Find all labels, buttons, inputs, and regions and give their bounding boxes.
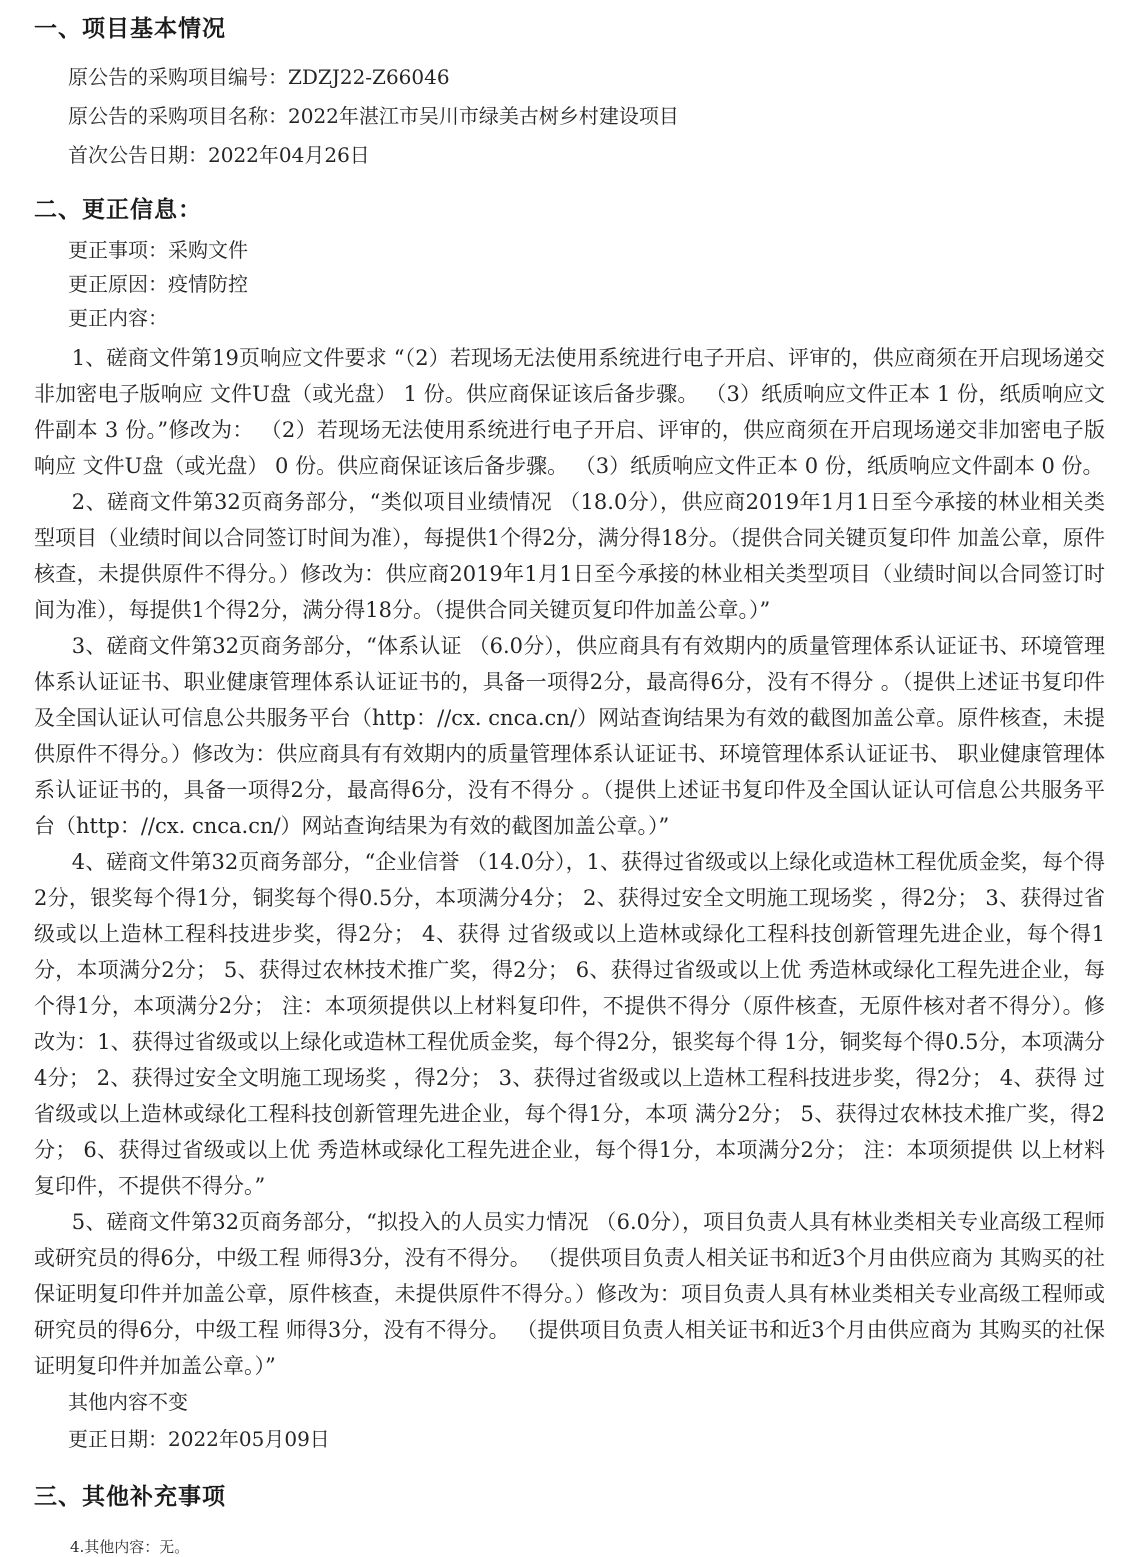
correction-paragraph-2: 2、磋商文件第32页商务部分，“类似项目业绩情况 （18.0分），供应商2019年1月1日至今承接的林业相关类型项目（业绩时间以合同签订时间为准），每提供1个得2分，满分得18分。（提供合同关键页复印件 加盖公章，原件核查，未提供原件不得分。）修改为：供应商2019年1月1日至今承接的林业相关类型项目（业绩时间以合同签订时间为准），每提供1个得2分，满分得18分。（提供合同关键页复印件加盖公章。）” [34,490,1105,622]
other-content-unchanged-line: 其他内容不变 [68,1390,188,1414]
correction-item-line: 更正事项：采购文件 [68,238,248,262]
correction-paragraph-1: 1、磋商文件第19页响应文件要求 “（2）若现场无法使用系统进行电子开启、评审的，供应商须在开启现场递交非加密电子版响应 文件U盘（或光盘） 1 份。供应商保证该后备步骤。 （3）纸质响应文件正本 1 份，纸质响应文件副本 3 份。”修改为： （2）若现场无法使用系统进行电子开启、评审的，供应商须在开启现场递交非加密电子版响应 文件U盘（或光盘） 0 份。供应商保证该后备步骤。 （3）纸质响应文件正本 0 份，纸质响应文件副本 0 份。 [34,346,1105,478]
heading-project-basic-info: 一、项目基本情况 [34,15,226,42]
correction-paragraph-5: 5、磋商文件第32页商务部分，“拟投入的人员实力情况 （6.0分），项目负责人具有林业类相关专业高级工程师或研究员的得6分，中级工程 师得3分，没有不得分。 （提供项目负责人相关证书和近3个月由供应商为 其购买的社保证明复印件并加盖公章，原件核查，未提供原件不得分。）修改为：项目负责人具有林业类相关专业高级工程师或研究员的得6分，中级工程 师得3分，没有不得分。 （提供项目负责人相关证书和近3个月由供应商为 其购买的社保证明复印件并加盖公章。）” [34,1210,1105,1378]
original-project-name-line: 原公告的采购项目名称：2022年湛江市吴川市绿美古树乡村建设项目 [68,104,679,128]
first-announcement-date-line: 首次公告日期：2022年04月26日 [68,143,370,167]
correction-reason-line: 更正原因：疫情防控 [68,272,248,296]
correction-paragraph-4: 4、磋商文件第32页商务部分，“企业信誉 （14.0分），1、获得过省级或以上绿化或造林工程优质金奖，每个得2分，银奖每个得1分，铜奖每个得0.5分，本项满分4分； 2、获得过安全文明施工现场奖 ，得2分； 3、获得过省级或以上造林工程科技进步奖，得2分； 4、获得 过省级或以上造林或绿化工程科技创新管理先进企业，每个得1分，本项满分2分； 5、获得过农林技术推广奖，得2分； 6、获得过省级或以上优 秀造林或绿化工程先进企业，每个得1分，本项满分2分； 注：本项须提供以上材料复印件，不提供不得分（原件核查，无原件核对者不得分）。修改为：1、获得过省级或以上绿化或造林工程优质金奖，每个得2分，银奖每个得 1分，铜奖每个得0.5分，本项满分4分； 2、获得过安全文明施工现场奖 ，得2分； 3、获得过省级或以上造林工程科技进步奖，得2分； 4、获得 过省级或以上造林或绿化工程科技创新管理先进企业，每个得1分，本项 满分2分； 5、获得过农林技术推广奖，得2分； 6、获得过省级或以上优 秀造林或绿化工程先进企业，每个得1分，本项满分2分； 注：本项须提供 以上材料复印件，不提供不得分。” [34,850,1105,1198]
other-content-note: 4.其他内容：无。 [70,1538,190,1556]
correction-content-label: 更正内容： [68,306,168,330]
original-project-number-line: 原公告的采购项目编号：ZDZJ22-Z66046 [68,65,450,89]
correction-content-body [34,340,1105,1384]
correction-date-line: 更正日期：2022年05月09日 [68,1427,330,1451]
heading-correction-info: 二、更正信息： [34,196,202,223]
heading-other-supplementary-matters: 三、其他补充事项 [34,1483,226,1510]
correction-paragraph-3: 3、磋商文件第32页商务部分，“体系认证 （6.0分），供应商具有有效期内的质量管理体系认证证书、环境管理体系认证证书、职业健康管理体系认证证书的，具备一项得2分，最高得6分，没有不得分 。（提供上述证书复印件及全国认证认可信息公共服务平台（http：//cx. cnca.cn/）网站查询结果为有效的截图加盖公章。原件核查，未提供原件不得分。）修改为：供应商具有有效期内的质量管理体系认证证书、环境管理体系认证证书、 职业健康管理体系认证证书的，具备一项得2分，最高得6分，没有不得分 。（提供上述证书复印件及全国认证认可信息公共服务平台（http：//cx. cnca.cn/）网站查询结果为有效的截图加盖公章。）” [34,634,1105,838]
